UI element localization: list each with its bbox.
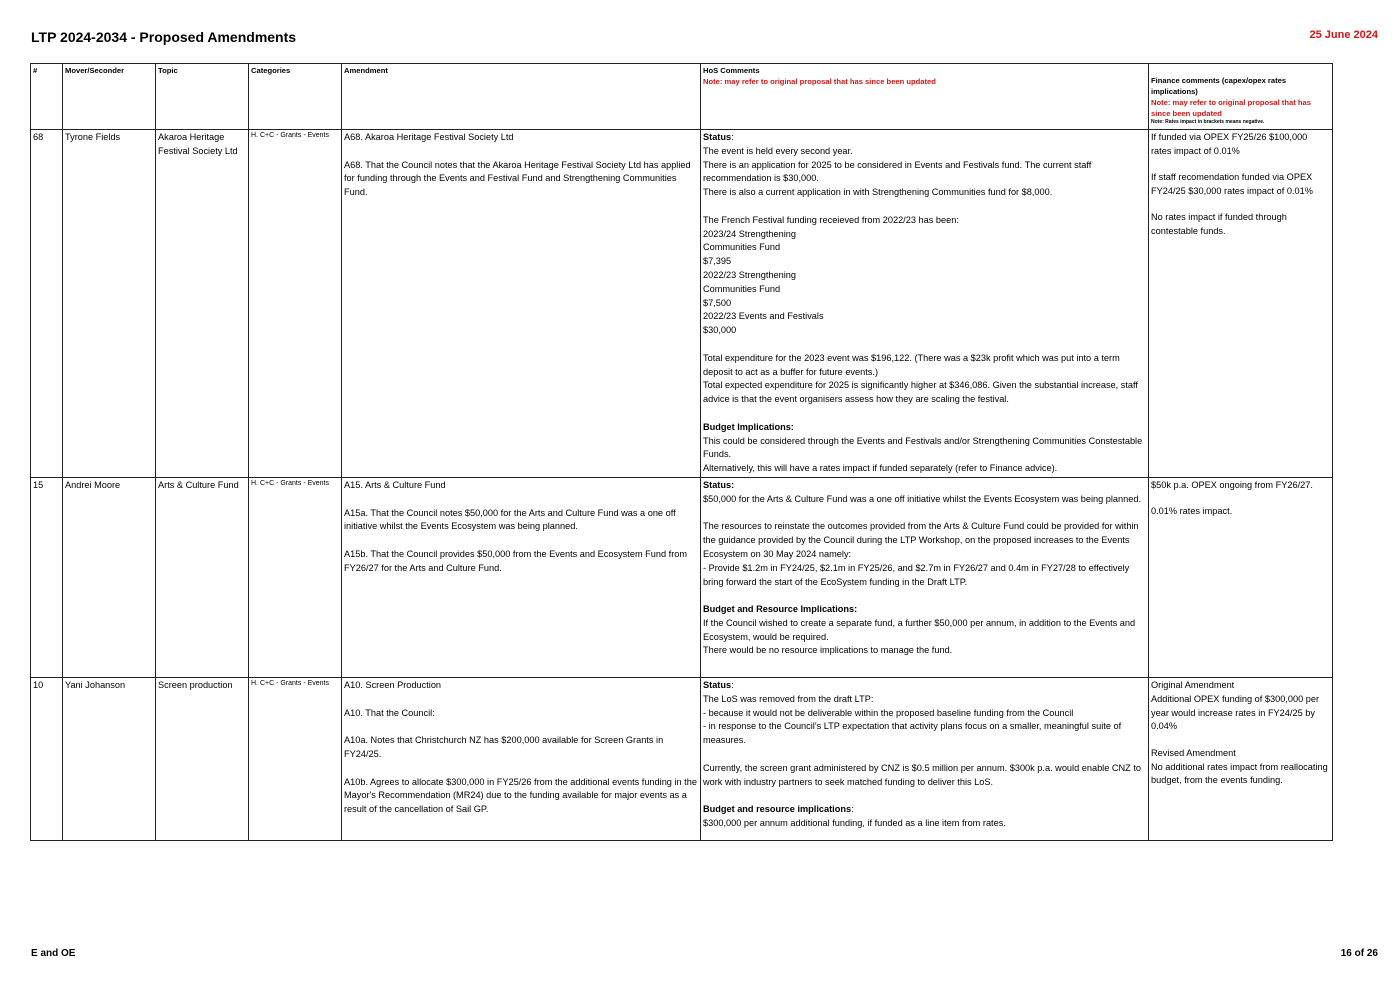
funding-amount: $30,000 <box>703 325 737 336</box>
budget-heading: Budget and resource implications: <box>703 804 854 815</box>
finance-header-label: Finance comments (capex/opex rates implications) <box>1151 76 1287 96</box>
status-label: Status <box>703 679 732 690</box>
hos-line: There is an application for 2025 to be considered in Events and Festivals fund. The current staff recommendation is $30,000. <box>703 159 1092 184</box>
amendment-line: A10b. Agrees to allocate $300,000 in FY25/26 from the additional events funding in the Mayor's Recommendation (MR24) due to the funding available for major events as a result of the cancellation of Sail GP. <box>344 776 697 815</box>
amendments-table <box>30 63 1333 841</box>
col-header-num: # <box>31 64 63 130</box>
finance-spacer <box>1151 199 1330 212</box>
funding-amount: $7,500 <box>703 297 732 308</box>
hos-spacer <box>703 200 1146 214</box>
row-finance-comments <box>1149 477 1333 677</box>
finance-line: $50k p.a. OPEX ongoing from FY26/27. <box>1151 479 1313 490</box>
hos-header-label: HoS Comments <box>703 66 760 75</box>
funding-line <box>703 269 1146 310</box>
funding-label: 2022/23 Events and Festivals <box>703 311 824 322</box>
col-header-categories: Categories <box>249 64 342 130</box>
amendment-line: A15. Arts & Culture Fund <box>344 479 446 490</box>
amendment-line: A68. That the Council notes that the Akaroa Heritage Festival Society Ltd has applied for funding through the Events and Festival Fund and Strengthening Communities Fund. <box>344 159 691 198</box>
amendment-line: A10a. Notes that Christchurch NZ has $200,000 available for Screen Grants in FY24/25. <box>344 735 664 759</box>
hos-spacer <box>703 748 1146 762</box>
finance-line: No additional rates impact from reallocating budget, from the events funding. <box>1151 761 1328 786</box>
row-hos-comments <box>701 477 1149 677</box>
amendment-line: A68. Akaroa Heritage Festival Society Ltd <box>344 132 514 142</box>
table-row <box>31 677 1333 840</box>
amendment-line: A15a. That the Council notes $50,000 for the Arts and Culture Fund was a one off initiative whilst the Events Ecosystem was being planned. <box>344 507 676 532</box>
row-mover: Tyrone Fields <box>63 130 156 478</box>
amendment-line: A10. That the Council: <box>344 707 435 718</box>
finance-line: Revised Amendment <box>1151 747 1236 758</box>
hos-spacer <box>703 407 1146 421</box>
funding-line <box>703 310 1146 338</box>
budget-line: Alternatively, this will have a rates impact if funded separately (refer to Finance advice). <box>703 463 1058 474</box>
hos-line: The French Festival funding receieved from 2022/23 has been: <box>703 214 959 225</box>
hos-spacer <box>703 338 1146 352</box>
hos-line: Total expected expenditure for 2025 is significantly higher at $346,086. Given the substantial increase, staff advice is that the event organisers assess how they are scaling the festival. <box>703 380 1138 405</box>
page-date: 25 June 2024 <box>1309 29 1378 41</box>
finance-line: 0.01% rates impact. <box>1151 506 1233 517</box>
row-amendment <box>342 477 701 677</box>
finance-line: Original Amendment <box>1151 679 1235 690</box>
row-hos-comments <box>701 130 1149 478</box>
hos-spacer <box>703 789 1146 803</box>
row-topic: Screen production <box>156 677 249 840</box>
budget-line: If the Council wished to create a separate fund, a further $50,000 per annum, in addition to the Events and Ecosystem, would be required. <box>703 617 1136 642</box>
hos-line: $50,000 for the Arts & Culture Fund was a one off initiative whilst the Events Ecosystem was being planned. <box>703 493 1142 504</box>
hos-line: The LoS was removed from the draft LTP: <box>703 693 874 704</box>
budget-line: This could be considered through the Events and Festivals and/or Strengthening Communities Constestable Funds. <box>703 435 1143 460</box>
status-heading: Status: <box>703 479 735 490</box>
finance-line: No rates impact if funded through contestable funds. <box>1151 212 1287 237</box>
amendment-spacer <box>344 762 698 776</box>
amendment-line: A15b. That the Council provides $50,000 from the Events and Ecosystem Fund from FY26/27 for the Arts and Culture Fund. <box>344 548 688 573</box>
row-num: 15 <box>31 477 63 677</box>
row-topic: Akaroa Heritage Festival Society Ltd <box>156 130 249 478</box>
amendment-spacer <box>344 720 698 734</box>
amendment-spacer <box>344 145 698 159</box>
amendment-spacer <box>344 493 698 507</box>
col-header-amendment: Amendment <box>342 64 701 130</box>
hos-line: Currently, the screen grant administered by CNZ is $0.5 million per annum. $300k p.a. would enable CNZ to work with industry partners to seek matched funding to deliver this LoS. <box>703 762 1141 787</box>
budget-line: $300,000 per annum additional funding, if funded as a line item from rates. <box>703 817 1006 828</box>
hos-header-note: Note: may refer to original proposal that has since been updated <box>703 77 936 86</box>
hos-line: - in response to the Council's LTP expectation that activity plans focus on a smaller, meaningful suite of measures. <box>703 721 1122 746</box>
row-amendment <box>342 130 701 478</box>
finance-header-note: Note: may refer to original proposal that has since been updated <box>1151 98 1311 118</box>
row-mover: Andrei Moore <box>63 477 156 677</box>
row-category <box>249 677 342 840</box>
budget-heading: Budget and Resource Implications: <box>703 604 858 615</box>
row-amendment <box>342 677 701 840</box>
page-number: 16 of 26 <box>1340 948 1378 959</box>
hos-spacer <box>703 507 1146 521</box>
table-row <box>31 477 1333 677</box>
funding-label: 2023/24 Strengthening Communities Fund <box>703 228 796 253</box>
amendment-spacer <box>344 693 698 707</box>
funding-label: 2022/23 Strengthening Communities Fund <box>703 269 796 294</box>
footer-disclaimer: E and OE <box>31 948 76 959</box>
category-label: H. C+C - Grants - Events <box>251 479 329 487</box>
hos-line: There is also a current application in with Strengthening Communities fund for $8,000. <box>703 187 1053 198</box>
table-row <box>31 130 1333 478</box>
col-header-finance <box>1149 64 1333 130</box>
row-hos-comments <box>701 677 1149 840</box>
hos-line: The event is held every second year. <box>703 145 853 156</box>
status-heading: Status: <box>703 132 734 142</box>
status-heading: Status: <box>703 679 734 690</box>
col-header-mover: Mover/Seconder <box>63 64 156 130</box>
amendment-line: A10. Screen Production <box>344 679 442 690</box>
category-label: H. C+C - Grants - Events <box>251 132 329 139</box>
table-header-row <box>31 64 1333 130</box>
row-num: 10 <box>31 677 63 840</box>
finance-line: If staff recomendation funded via OPEX FY24/25 $30,000 rates impact of 0.01% <box>1151 172 1313 196</box>
hos-spacer <box>703 589 1146 603</box>
row-num: 68 <box>31 130 63 478</box>
budget-line: There would be no resource implications to manage the fund. <box>703 645 953 656</box>
row-topic: Arts & Culture Fund <box>156 477 249 677</box>
row-category <box>249 477 342 677</box>
funding-amount: $7,395 <box>703 256 732 267</box>
budget-heading: Budget Implications: <box>703 421 794 432</box>
category-label: H. C+C - Grants - Events <box>251 679 329 687</box>
finance-spacer <box>1151 159 1330 172</box>
budget-label: Budget and resource implications <box>703 804 852 815</box>
status-label: Status <box>703 132 732 142</box>
finance-header-small-note: Note: Rates impact in brackets means negative. <box>1151 119 1265 125</box>
col-header-topic: Topic <box>156 64 249 130</box>
row-mover: Yani Johanson <box>63 677 156 840</box>
funding-line <box>703 228 1146 269</box>
hos-line: Total expenditure for the 2023 event was $196,122. (There was a $23k profit which was put into a term deposit to act as a buffer for future events.) <box>703 352 1120 377</box>
row-category <box>249 130 342 478</box>
page-title: LTP 2024-2034 - Proposed Amendments <box>31 29 297 45</box>
hos-line: - because it would not be deliverable within the proposed baseline funding from the Council <box>703 707 1074 718</box>
finance-line: If funded via OPEX FY25/26 $100,000 rates impact of 0.01% <box>1151 132 1308 156</box>
finance-line: Additional OPEX funding of $300,000 per year would increase rates in FY24/25 by 0.04% <box>1151 693 1320 732</box>
finance-spacer <box>1151 734 1330 747</box>
hos-line: The resources to reinstate the outcomes provided from the Arts & Culture Fund could be provided for within the guidance provided by the Council during the LTP Workshop, on the proposed increases to the Events Ecosystem on 30 May 2024 namely: <box>703 521 1139 559</box>
amendment-spacer <box>344 534 698 548</box>
row-finance-comments <box>1149 677 1333 840</box>
row-finance-comments <box>1149 130 1333 478</box>
col-header-hos <box>701 64 1149 130</box>
finance-spacer <box>1151 493 1330 506</box>
hos-line: - Provide $1.2m in FY24/25, $2.1m in FY25/26, and $2.7m in FY26/27 and 0.4m in FY27/28 to effectively bring forward the start of the EcoSystem funding in the Draft LTP. <box>703 562 1130 587</box>
